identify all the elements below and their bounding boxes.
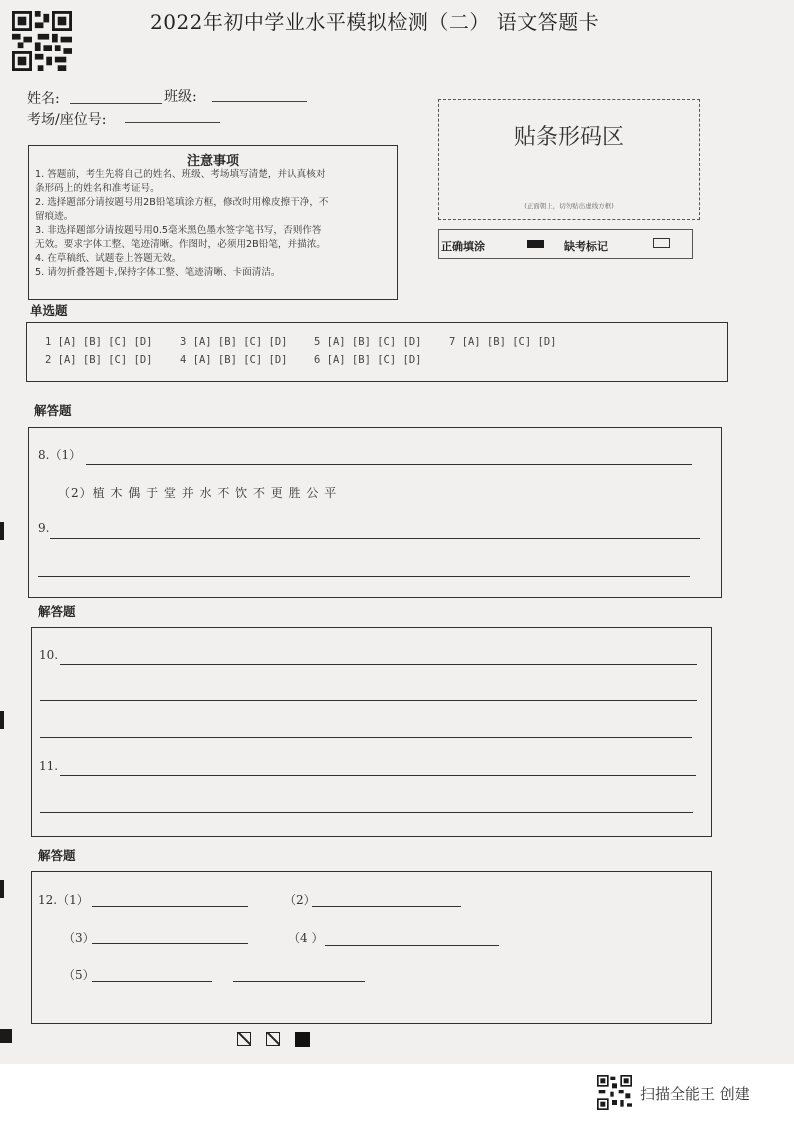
q11-label: 11.	[39, 759, 59, 773]
registration-mark	[0, 1029, 12, 1043]
answer-line[interactable]	[233, 981, 365, 982]
seat-label: 考场/座位号:	[27, 112, 107, 128]
q9-label: 9.	[38, 521, 50, 535]
notice-line: 无效。要求字体工整、笔迹清晰。作图时，必须用2B铅笔，并描浓。	[35, 239, 326, 250]
section3-title: 解答题	[38, 848, 76, 863]
notice-title: 注意事项	[186, 154, 239, 169]
notice-box	[28, 145, 398, 300]
answer-line[interactable]	[92, 906, 248, 907]
absent-mark-checkbox[interactable]	[653, 238, 670, 248]
q12-4-label: （4 ）	[288, 931, 324, 945]
section3-box	[31, 871, 712, 1024]
answer-line[interactable]	[40, 812, 693, 813]
notice-line: 4. 在草稿纸、试题卷上答题无效。	[35, 253, 182, 264]
correct-fill-label: 正确填涂	[441, 240, 485, 253]
registration-mark	[0, 880, 4, 898]
barcode-area	[438, 99, 700, 220]
fill-legend	[438, 229, 693, 259]
mc-item-4[interactable]: 4 [A] [B] [C] [D]	[180, 354, 288, 366]
q12-2-label: （2）	[284, 893, 316, 907]
page-title: 2022年初中学业水平模拟检测（二） 语文答题卡	[150, 10, 600, 34]
section2-title: 解答题	[38, 604, 76, 619]
q8-2-text: （2）植 木 偶 于 堂 并 水 不 饮 不 更 胜 公 平	[58, 486, 338, 500]
answer-line[interactable]	[40, 737, 692, 738]
mc-item-5[interactable]: 5 [A] [B] [C] [D]	[314, 336, 422, 348]
q12-3-label: （3）	[63, 931, 95, 945]
mc-item-3[interactable]: 3 [A] [B] [C] [D]	[180, 336, 288, 348]
answer-line[interactable]	[50, 538, 700, 539]
mc-item-1[interactable]: 1 [A] [B] [C] [D]	[45, 336, 153, 348]
section2-box	[31, 627, 712, 837]
mc-item-2[interactable]: 2 [A] [B] [C] [D]	[45, 354, 153, 366]
mc-item-7[interactable]: 7 [A] [B] [C] [D]	[449, 336, 557, 348]
filled-square-icon	[295, 1032, 310, 1047]
registration-mark	[0, 711, 4, 729]
answer-line[interactable]	[92, 981, 212, 982]
section1-box	[28, 427, 722, 598]
correct-fill-sample	[527, 240, 544, 248]
class-label: 班级:	[164, 89, 197, 105]
absent-mark-label: 缺考标记	[564, 240, 608, 253]
slashed-square-icon	[266, 1032, 280, 1046]
notice-line: 1. 答题前，考生先将自己的姓名、班级、考场填写清楚，并认真核对	[35, 169, 326, 180]
answer-line[interactable]	[38, 576, 690, 577]
notice-line: 条形码上的姓名和准考证号。	[35, 183, 160, 194]
barcode-label: 贴条形码区	[513, 125, 624, 150]
answer-line[interactable]	[40, 700, 697, 701]
name-field[interactable]	[70, 89, 162, 104]
answer-line[interactable]	[60, 664, 697, 665]
notice-line: 5. 请勿折叠答题卡,保持字体工整、笔迹清晰、卡面清洁。	[35, 267, 281, 278]
q12-5-label: （5）	[63, 968, 95, 982]
seat-field[interactable]	[125, 108, 220, 123]
answer-line[interactable]	[92, 943, 248, 944]
qr-code-icon	[12, 10, 72, 72]
section1-title: 解答题	[34, 403, 72, 418]
answer-line[interactable]	[60, 775, 696, 776]
mc-box	[26, 322, 728, 382]
q12-1-label: 12.（1）	[38, 893, 89, 907]
answer-line[interactable]	[325, 945, 499, 946]
mc-item-6[interactable]: 6 [A] [B] [C] [D]	[314, 354, 422, 366]
q10-label: 10.	[39, 648, 59, 662]
footer-watermark: 扫描全能王 创建	[640, 1085, 750, 1103]
notice-line: 留痕迹。	[35, 211, 74, 222]
registration-mark	[0, 522, 4, 540]
slashed-square-icon	[237, 1032, 251, 1046]
barcode-note: (正面朝上，切勿贴出虚线方框)	[524, 202, 614, 210]
mc-section-title: 单选题	[30, 303, 68, 318]
answer-line[interactable]	[312, 906, 461, 907]
camscanner-qr-icon	[597, 1075, 632, 1110]
q8-1-label: 8.（1）	[38, 448, 82, 462]
name-label: 姓名:	[27, 91, 60, 107]
notice-line: 2. 选择题部分请按题号用2B铅笔填涂方框，修改时用橡皮擦干净，不	[35, 197, 329, 208]
answer-line[interactable]	[86, 464, 692, 465]
class-field[interactable]	[212, 87, 307, 102]
notice-line: 3. 非选择题部分请按题号用0.5毫米黑色墨水签字笔书写，否则作答	[35, 225, 322, 236]
